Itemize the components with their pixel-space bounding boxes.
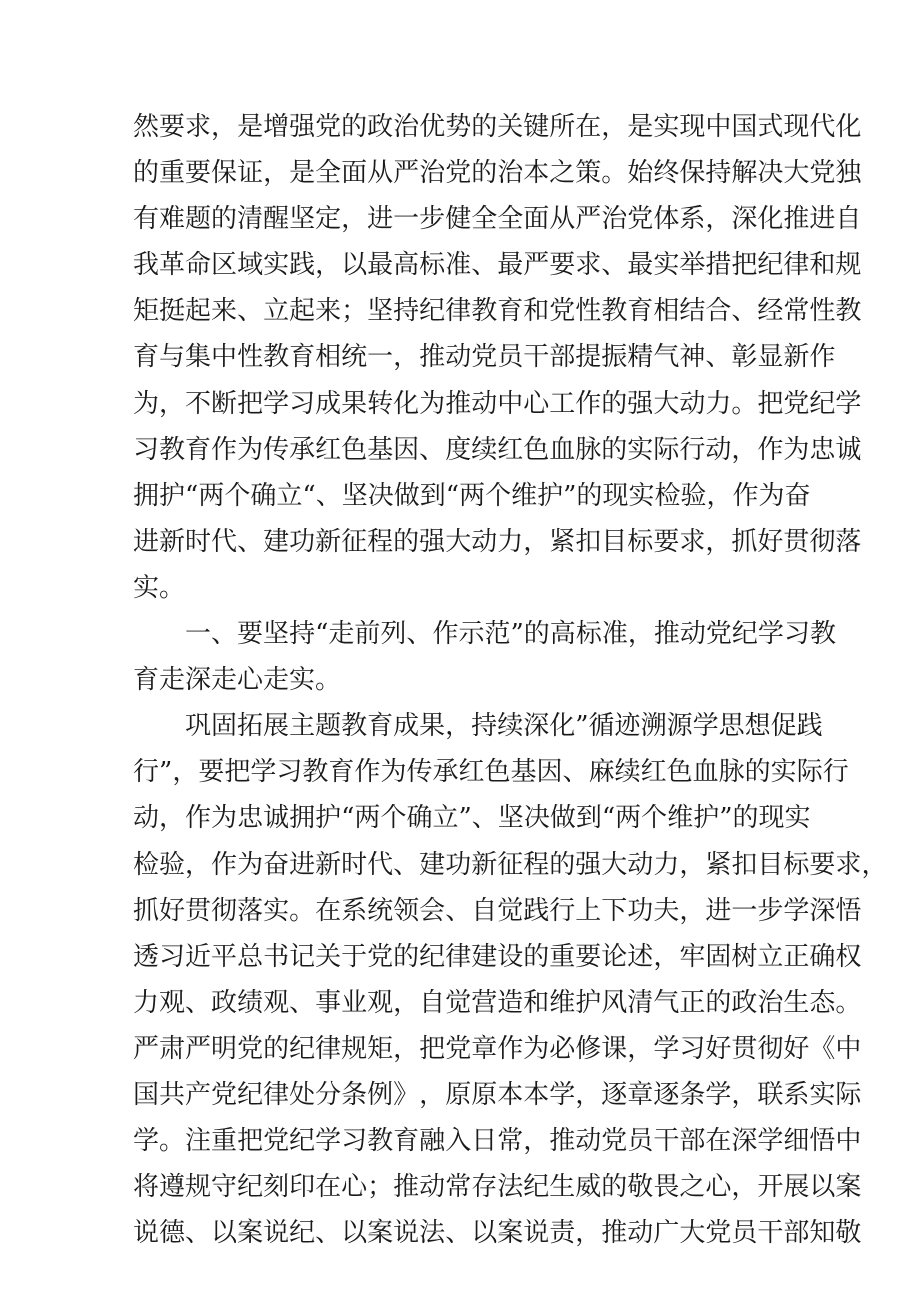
text-line: 一 、 要 坚 持 “ 走 前 列 、 作 示 范 ” 的 高 标 准 ， 推 动 党 纪 学 习 教 [185, 619, 836, 650]
text-line: 学 。 注 重 把 党 纪 学 习 教 育 融 入 日 常 ， 推 动 党 员 干 部 在 深 学 细 悟 中 [133, 1126, 862, 1157]
text-line: 抓 好 贯 彻 落 实 。 在 系 统 领 会 、 自 觉 践 行 上 下 功 夫 ， 进 一 步 学 深 悟 [133, 895, 862, 926]
text-line: 然 要 求 ， 是 增 强 党 的 政 治 优 势 的 关 键 所 在 ， 是 实 现 中 国 式 现 代 化 [133, 112, 862, 142]
text-line: 有 难 题 的 清 醒 坚 定 ， 进 一 步 健 全 全 面 从 严 治 党 体 系 ， 深 化 推 进 自 [133, 204, 862, 235]
text-line: 说 德 、 以 案 说 纪 、 以 案 说 法 、 以 案 说 责 ， 推 动 广 大 党 员 干 部 知 敬 [133, 1218, 862, 1249]
text-line: 我 革 命 区 域 实 践 ， 以 最 高 标 准 、 最 严 要 求 、 最 实 举 措 把 纪 律 和 规 [133, 250, 862, 281]
text-line: 的 重 要 保 证 ， 是 全 面 从 严 治 党 的 治 本 之 策 。 始 终 保 持 解 决 大 党 独 [133, 158, 862, 189]
text-line: 拥 护 “ 两 个 确 立 “ 、 坚 决 做 到 “ 两 个 维 护 ” 的 现 实 检 验 ， 作 为 奋 [133, 480, 811, 511]
text-line: 为 ， 不 断 把 学 习 成 果 转 化 为 推 动 中 心 工 作 的 强 大 动 力 。 把 党 纪 学 [133, 388, 862, 419]
text-line: 矩 挺 起 来 、 立 起 来 ； 坚 持 纪 律 教 育 和 党 性 教 育 相 结 合 、 经 常 性 教 [133, 296, 862, 327]
body-text [133, 104, 888, 1256]
text-line: 力 观 、 政 绩 观 、 事 业 观 ， 自 觉 营 造 和 维 护 风 清 气 正 的 政 治 生 态 。 [133, 987, 862, 1018]
text-line: 育走深走心走实。 [133, 665, 342, 696]
text-line: 实。 [133, 572, 186, 603]
text-line: 动 ， 作 为 忠 诚 拥 护 “ 两 个 确 立 ” 、 坚 决 做 到 “ 两 个 维 护 ” 的 现 实 [133, 803, 811, 834]
text-line: 检 验 ， 作 为 奋 进 新 时 代 、 建 功 新 征 程 的 强 大 动 力 ， 紧 扣 目 标 要 求 ， [133, 849, 888, 880]
text-line: 行 ” ， 要 把 学 习 教 育 作 为 传 承 红 色 基 因 、 麻 续 红 色 血 脉 的 实 际 行 [133, 757, 849, 788]
text-line: 育 与 集 中 性 教 育 相 统 一 ， 推 动 党 员 干 部 提 振 精 气 神 、 彰 显 新 作 [133, 342, 836, 373]
text-line: 习 教 育 作 为 传 承 红 色 基 因 、 度 续 红 色 血 脉 的 实 际 行 动 ， 作 为 忠 诚 [133, 434, 862, 465]
text-line: 透 习 近 平 总 书 记 关 于 党 的 纪 律 建 设 的 重 要 论 述 ， 牢 固 树 立 正 确 权 [133, 941, 862, 972]
text-line: 严 肃 严 明 党 的 纪 律 规 矩 ， 把 党 章 作 为 必 修 课 ， 学 习 好 贯 彻 好 《 中 [133, 1033, 862, 1064]
text-line: 将 遵 规 守 纪 刻 印 在 心 ； 推 动 常 存 法 纪 生 威 的 敬 畏 之 心 ， 开 展 以 案 [133, 1172, 862, 1203]
text-line: 国 共 产 党 纪 律 处 分 条 例 》 ， 原 原 本 本 学 ， 逐 章 逐 条 学 ， 联 系 实 际 [133, 1079, 862, 1110]
text-line: 进 新 时 代 、 建 功 新 征 程 的 强 大 动 力 ， 紧 扣 目 标 要 求 ， 抓 好 贯 彻 落 [133, 526, 862, 557]
text-line: 巩 固 拓 展 主 题 教 育 成 果 ， 持 续 深 化 ” 循 迹 溯 源 学 思 想 促 践 [185, 711, 823, 742]
